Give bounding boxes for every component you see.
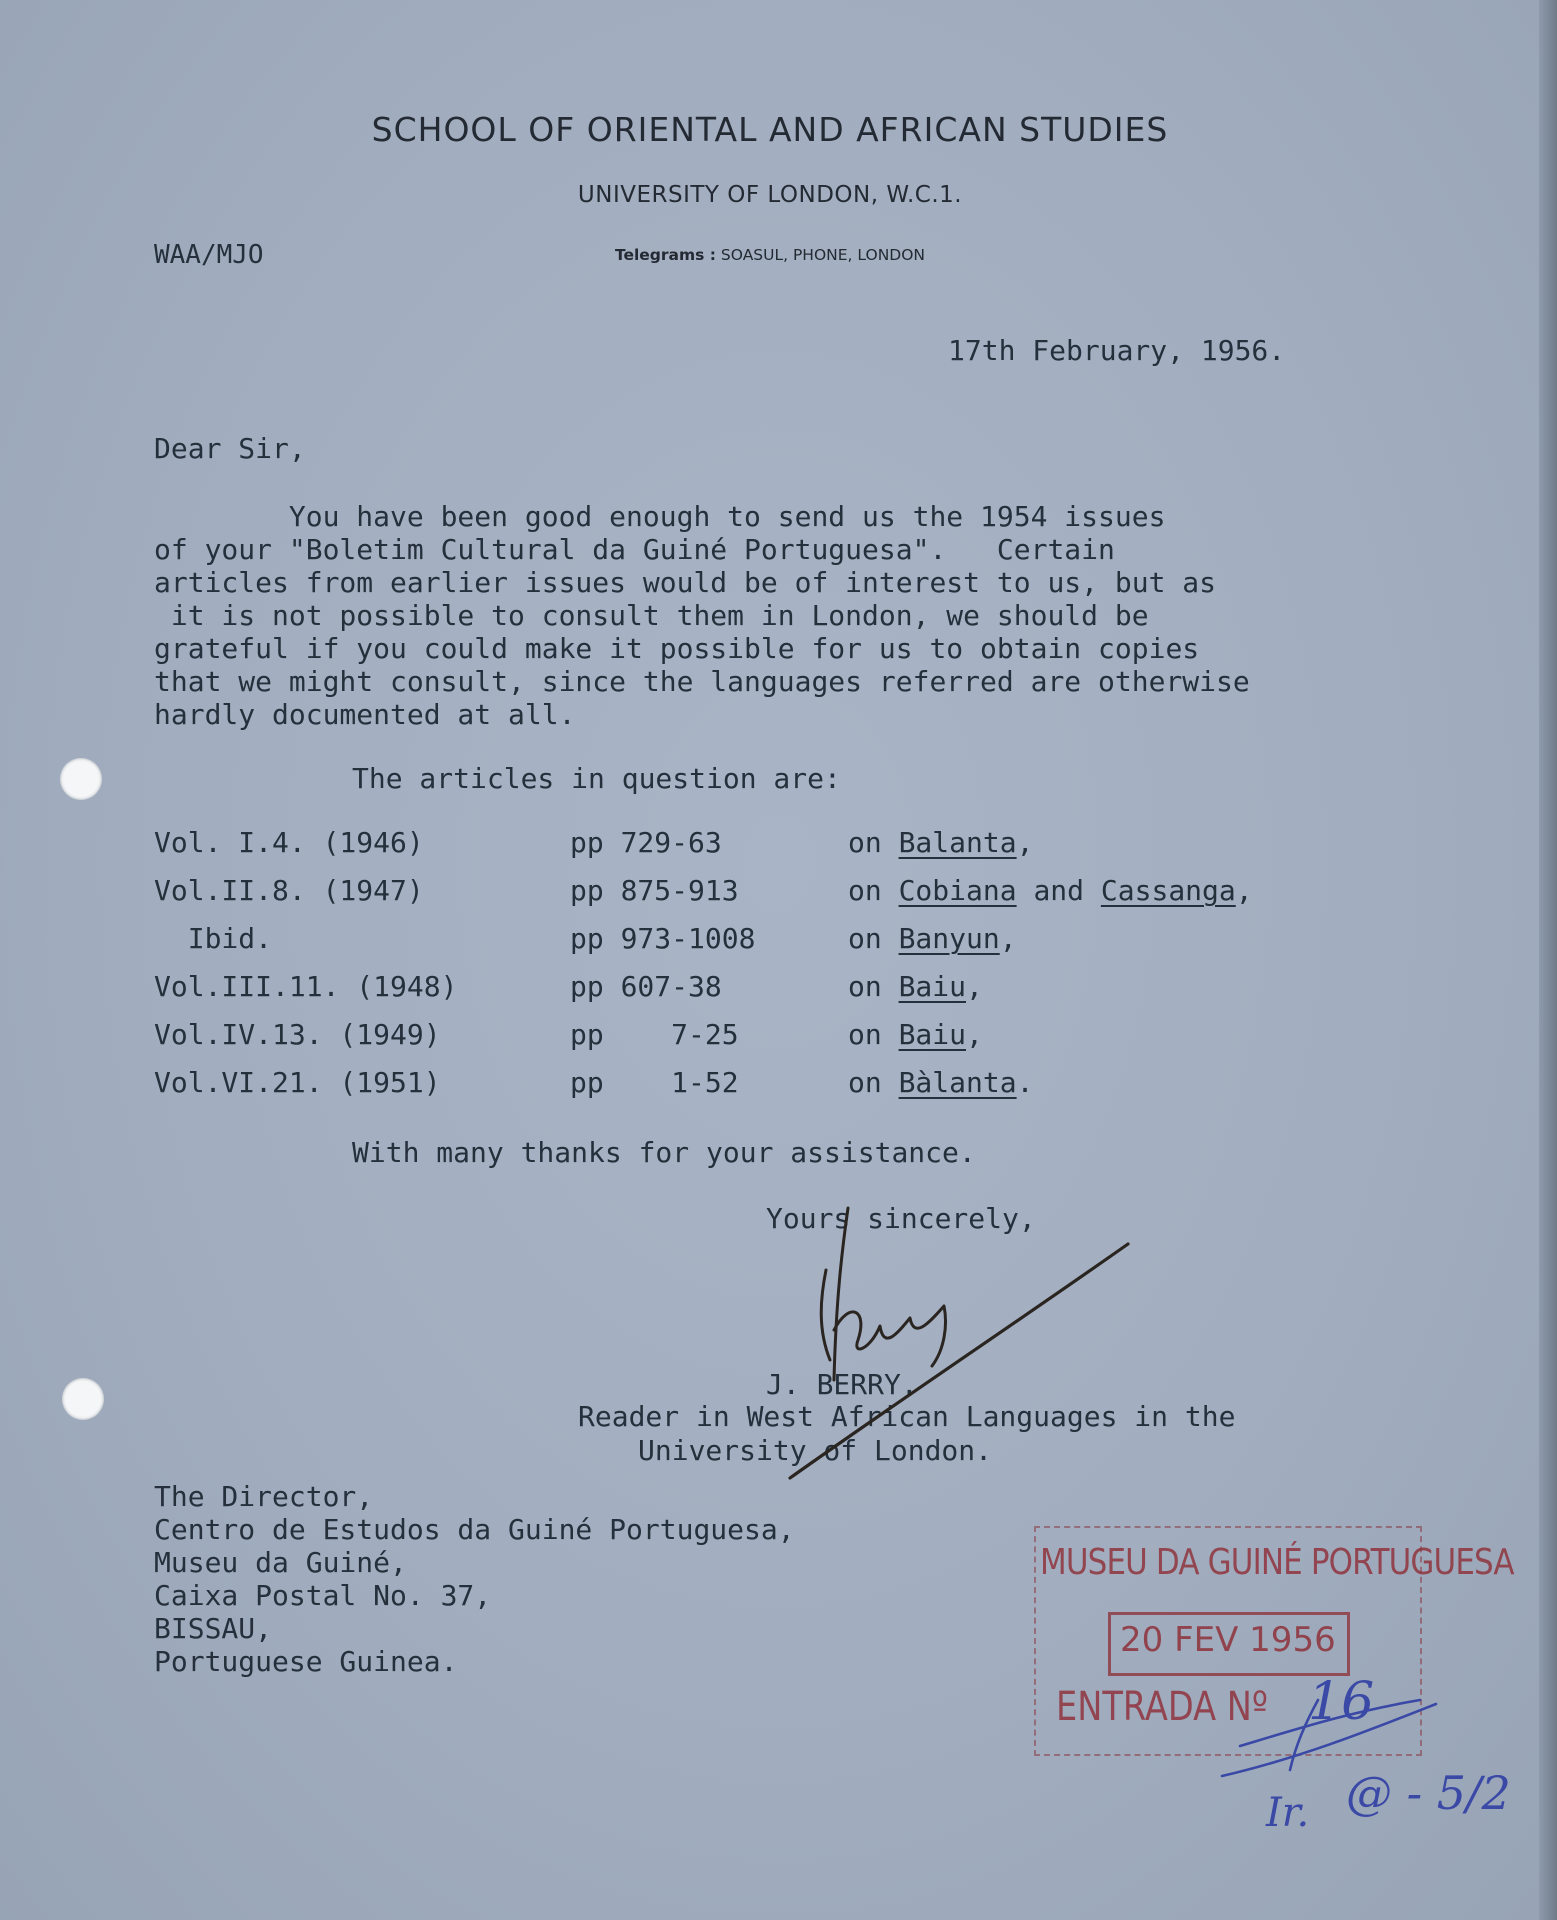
article-row: [154, 874, 1354, 918]
handwritten-reference: @ - 5/2: [1346, 1766, 1511, 1820]
recipient-line: Museu da Guiné,: [154, 1546, 407, 1579]
article-subject: Banyun: [898, 922, 1000, 955]
article-end: ,: [999, 922, 1017, 955]
article-end: ,: [966, 1018, 983, 1051]
stamp-date: 20 FEV 1956: [1120, 1620, 1336, 1660]
body-line: grateful if you could make it possible for us to obtain copies: [154, 632, 1200, 665]
article-volume: Vol.III.11. (1948): [154, 970, 458, 1003]
article-end: ,: [1235, 874, 1253, 907]
salutation: Dear Sir,: [154, 432, 306, 465]
body-line: of your "Boletim Cultural da Guiné Portuguesa". Certain: [154, 533, 1115, 566]
article-row: [154, 922, 1354, 966]
article-subject: Baiu: [898, 970, 967, 1003]
articles-intro: The articles in question are:: [352, 762, 841, 795]
recipient-line: The Director,: [154, 1480, 374, 1513]
body-line: articles from earlier issues would be of interest to us, but as: [154, 566, 1217, 599]
article-subject-line: [848, 970, 983, 1003]
article-on: on: [848, 1066, 882, 1099]
paper-edge: [1539, 0, 1557, 1920]
article-subject-line: [848, 874, 1253, 907]
article-pages: pp 607-38: [570, 970, 722, 1003]
signatory-title-line2: University of London.: [638, 1434, 993, 1467]
letterhead-university: UNIVERSITY OF LONDON, W.C.1.: [577, 182, 963, 208]
article-pages: pp 875-913: [570, 874, 739, 907]
article-end: .: [1016, 1066, 1034, 1099]
article-volume: Vol.II.8. (1947): [154, 874, 424, 907]
article-subject-line: [848, 922, 1017, 955]
body-line: hardly documented at all.: [154, 698, 576, 731]
article-volume: Ibid.: [154, 922, 273, 955]
recipient-line: Caixa Postal No. 37,: [154, 1579, 492, 1612]
article-row: [154, 1018, 1354, 1062]
article-subject: Bàlanta: [898, 1066, 1017, 1099]
recipient-line: Centro de Estudos da Guiné Portuguesa,: [154, 1513, 795, 1546]
stamp-title: MUSEU DA GUINÉ PORTUGUESA: [1040, 1542, 1514, 1583]
telegrams-label: Telegrams :: [614, 246, 716, 264]
article-pages: pp 7-25: [570, 1018, 739, 1051]
letter-date: 17th February, 1956.: [948, 334, 1286, 367]
signatory-title-line1: Reader in West African Languages in the: [578, 1400, 1236, 1433]
telegrams-value: SOASUL, PHONE, LONDON: [720, 246, 926, 264]
punch-hole: [62, 1378, 104, 1420]
article-on: on: [848, 874, 882, 907]
article-pages: pp 729-63: [570, 826, 722, 859]
article-on: on: [848, 1018, 882, 1051]
signatory-name: J. BERRY.: [766, 1368, 918, 1401]
article-subject-line: [848, 826, 1033, 859]
article-volume: Vol. I.4. (1946): [154, 826, 424, 859]
article-volume: Vol.IV.13. (1949): [154, 1018, 441, 1051]
article-subject-line: [848, 1018, 983, 1051]
closing: Yours sincerely,: [766, 1202, 1036, 1235]
article-on: on: [848, 970, 882, 1003]
body-line: You have been good enough to send us the 1954 issues: [154, 500, 1166, 533]
article-end: ,: [1016, 826, 1034, 859]
article-subject-line: [848, 1066, 1033, 1099]
body-line: that we might consult, since the languages referred are otherwise: [154, 665, 1250, 698]
article-row: [154, 1066, 1354, 1110]
article-row: [154, 970, 1354, 1014]
recipient-line: Portuguese Guinea.: [154, 1645, 458, 1678]
letterhead-institution: SCHOOL OF ORIENTAL AND AFRICAN STUDIES: [371, 110, 1169, 149]
body-line: it is not possible to consult them in London, we should be: [154, 599, 1149, 632]
article-subject: Balanta: [898, 826, 1017, 859]
article-subject: Baiu: [898, 1018, 967, 1051]
recipient-line: BISSAU,: [154, 1612, 273, 1645]
article-end: ,: [966, 970, 983, 1003]
article-pages: pp 973-1008: [570, 922, 756, 955]
article-row: [154, 826, 1354, 870]
handwritten-entry-number: 16: [1308, 1672, 1375, 1732]
punch-hole: [60, 758, 102, 800]
handwritten-initials: Ir.: [1266, 1790, 1310, 1836]
article-subject-2: Cassanga: [1100, 874, 1236, 907]
article-on: on: [848, 922, 882, 955]
article-volume: Vol.VI.21. (1951): [154, 1066, 441, 1099]
thanks-line: With many thanks for your assistance.: [352, 1136, 976, 1169]
stamp-entry-label: ENTRADA Nº: [1056, 1684, 1268, 1730]
article-conj: and: [1016, 874, 1101, 907]
article-pages: pp 1-52: [570, 1066, 739, 1099]
article-subject: Cobiana: [898, 874, 1017, 907]
article-on: on: [848, 826, 882, 859]
reference-code: WAA/MJO: [154, 240, 264, 270]
